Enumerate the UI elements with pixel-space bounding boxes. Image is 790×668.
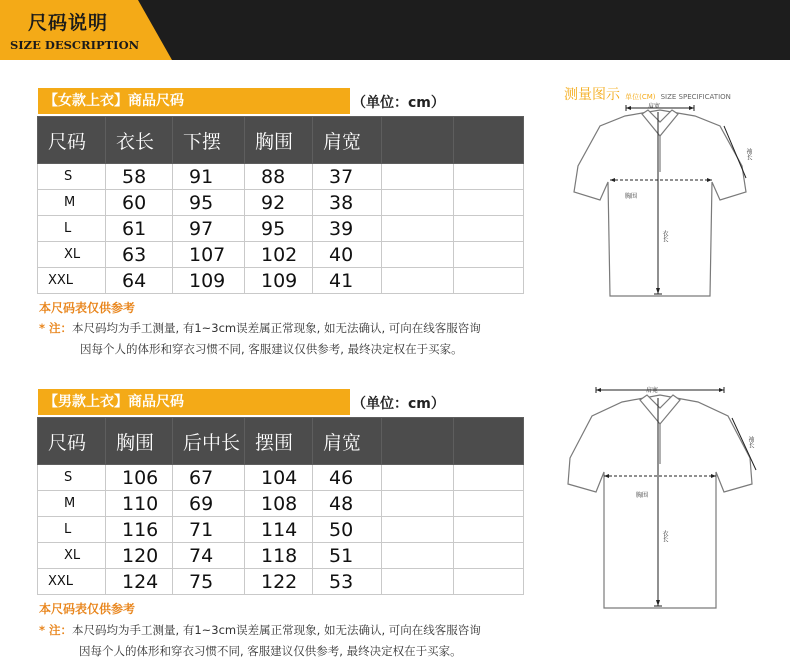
empty-cell: [382, 543, 454, 569]
table-header-row: [38, 418, 524, 465]
size-cell: L: [38, 216, 106, 242]
column-header: 尺码: [38, 418, 106, 465]
empty-cell: [454, 569, 524, 595]
table-cell: 97: [173, 216, 245, 242]
table-cell: 61: [106, 216, 173, 242]
empty-cell: [454, 268, 524, 294]
column-header: 肩宽: [313, 418, 382, 465]
note-star: * 注：: [39, 623, 73, 637]
table-row: [38, 164, 524, 190]
size-cell: S: [38, 164, 106, 190]
table-cell: 114: [245, 517, 313, 543]
table-row: [38, 216, 524, 242]
men-section-label: 【男款上衣】商品尺码: [38, 389, 350, 415]
note-text: 本尺码均为手工测量, 有1~3cm误差属正常现象, 如无法确认, 可向在线客服咨询: [72, 623, 481, 637]
column-header: 胸围: [245, 117, 313, 164]
table-cell: 95: [245, 216, 313, 242]
size-cell: S: [38, 465, 106, 491]
table-cell: 106: [106, 465, 173, 491]
sleeve-label: 袖长: [745, 148, 752, 160]
men-size-table: [37, 417, 524, 595]
table-cell: 75: [173, 569, 245, 595]
table-cell: 116: [106, 517, 173, 543]
men-note-line-1: [39, 622, 481, 638]
column-header-empty: [454, 117, 524, 164]
table-cell: 109: [245, 268, 313, 294]
table-cell: 91: [173, 164, 245, 190]
table-cell: 51: [313, 543, 382, 569]
empty-cell: [454, 164, 524, 190]
column-header-empty: [382, 117, 454, 164]
column-header: 肩宽: [313, 117, 382, 164]
table-row: [38, 268, 524, 294]
empty-cell: [382, 569, 454, 595]
table-cell: 88: [245, 164, 313, 190]
table-cell: 37: [313, 164, 382, 190]
table-cell: 102: [245, 242, 313, 268]
table-cell: 69: [173, 491, 245, 517]
table-row: [38, 242, 524, 268]
women-note-line-1: [39, 320, 481, 336]
table-cell: 67: [173, 465, 245, 491]
page-title: 尺码说明: [28, 12, 109, 34]
empty-cell: [382, 491, 454, 517]
table-cell: 118: [245, 543, 313, 569]
table-cell: 110: [106, 491, 173, 517]
sleeve-label: 袖长: [747, 436, 754, 448]
table-row: [38, 517, 524, 543]
table-row: [38, 569, 524, 595]
note-star: * 注：: [39, 321, 73, 335]
table-cell: 60: [106, 190, 173, 216]
shoulder-label: 肩宽: [646, 387, 659, 394]
size-cell: L: [38, 517, 106, 543]
empty-cell: [382, 517, 454, 543]
empty-cell: [454, 216, 524, 242]
empty-cell: [382, 268, 454, 294]
table-row: [38, 491, 524, 517]
table-cell: 50: [313, 517, 382, 543]
women-shirt-diagram: [560, 96, 770, 308]
table-cell: 74: [173, 543, 245, 569]
column-header: 后中长: [173, 418, 245, 465]
table-cell: 107: [173, 242, 245, 268]
table-cell: 58: [106, 164, 173, 190]
table-cell: 120: [106, 543, 173, 569]
table-row: [38, 190, 524, 216]
empty-cell: [454, 190, 524, 216]
women-note-title: 本尺码表仅供参考: [39, 301, 136, 315]
women-note-line-2: 因每个人的体形和穿衣习惯不同, 客服建议仅供参考, 最终决定权在于买家。: [80, 342, 463, 356]
table-cell: 39: [313, 216, 382, 242]
length-label: 衣长: [661, 230, 668, 242]
empty-cell: [382, 190, 454, 216]
table-cell: 38: [313, 190, 382, 216]
men-unit: （单位：cm）: [352, 396, 445, 412]
table-cell: 92: [245, 190, 313, 216]
men-note-line-2: 因每个人的体形和穿衣习惯不同, 客服建议仅供参考, 最终决定权在于买家。: [79, 644, 462, 658]
size-cell: XXL: [38, 569, 106, 595]
women-section-label: 【女款上衣】商品尺码: [38, 88, 350, 114]
diagram-title: 测量图示: [564, 87, 620, 103]
size-cell: XXL: [38, 268, 106, 294]
size-cell: XL: [38, 543, 106, 569]
empty-cell: [382, 242, 454, 268]
empty-cell: [382, 465, 454, 491]
table-cell: 108: [245, 491, 313, 517]
empty-cell: [382, 216, 454, 242]
size-cell: M: [38, 190, 106, 216]
diagram-unit: 单位(CM): [625, 93, 656, 101]
table-cell: 53: [313, 569, 382, 595]
chest-label: 胸围: [625, 193, 638, 200]
column-header-empty: [382, 418, 454, 465]
empty-cell: [454, 543, 524, 569]
note-text: 本尺码均为手工测量, 有1~3cm误差属正常现象, 如无法确认, 可向在线客服咨询: [72, 321, 481, 335]
column-header: 胸围: [106, 418, 173, 465]
table-cell: 63: [106, 242, 173, 268]
men-shirt-diagram: [560, 380, 770, 620]
chest-label: 胸围: [636, 492, 649, 499]
empty-cell: [454, 242, 524, 268]
table-cell: 46: [313, 465, 382, 491]
table-cell: 104: [245, 465, 313, 491]
table-cell: 122: [245, 569, 313, 595]
column-header-empty: [454, 418, 524, 465]
size-cell: XL: [38, 242, 106, 268]
empty-cell: [454, 465, 524, 491]
column-header: 衣长: [106, 117, 173, 164]
shoulder-label: 肩宽: [648, 103, 661, 110]
empty-cell: [382, 164, 454, 190]
empty-cell: [454, 517, 524, 543]
length-label: 衣长: [661, 530, 668, 542]
size-cell: M: [38, 491, 106, 517]
table-row: [38, 543, 524, 569]
column-header: 尺码: [38, 117, 106, 164]
table-cell: 41: [313, 268, 382, 294]
table-cell: 64: [106, 268, 173, 294]
page-subtitle: SIZE DESCRIPTION: [10, 38, 140, 52]
empty-cell: [454, 491, 524, 517]
column-header: 下摆: [173, 117, 245, 164]
table-cell: 109: [173, 268, 245, 294]
women-size-table: [37, 116, 524, 294]
table-cell: 40: [313, 242, 382, 268]
table-cell: 48: [313, 491, 382, 517]
table-cell: 95: [173, 190, 245, 216]
men-note-title: 本尺码表仅供参考: [39, 602, 136, 616]
diagram-spec: SIZE SPECIFICATION: [660, 93, 731, 101]
women-unit: （单位：cm）: [352, 95, 445, 111]
column-header: 摆围: [245, 418, 313, 465]
table-row: [38, 465, 524, 491]
table-header-row: [38, 117, 524, 164]
table-cell: 71: [173, 517, 245, 543]
table-cell: 124: [106, 569, 173, 595]
